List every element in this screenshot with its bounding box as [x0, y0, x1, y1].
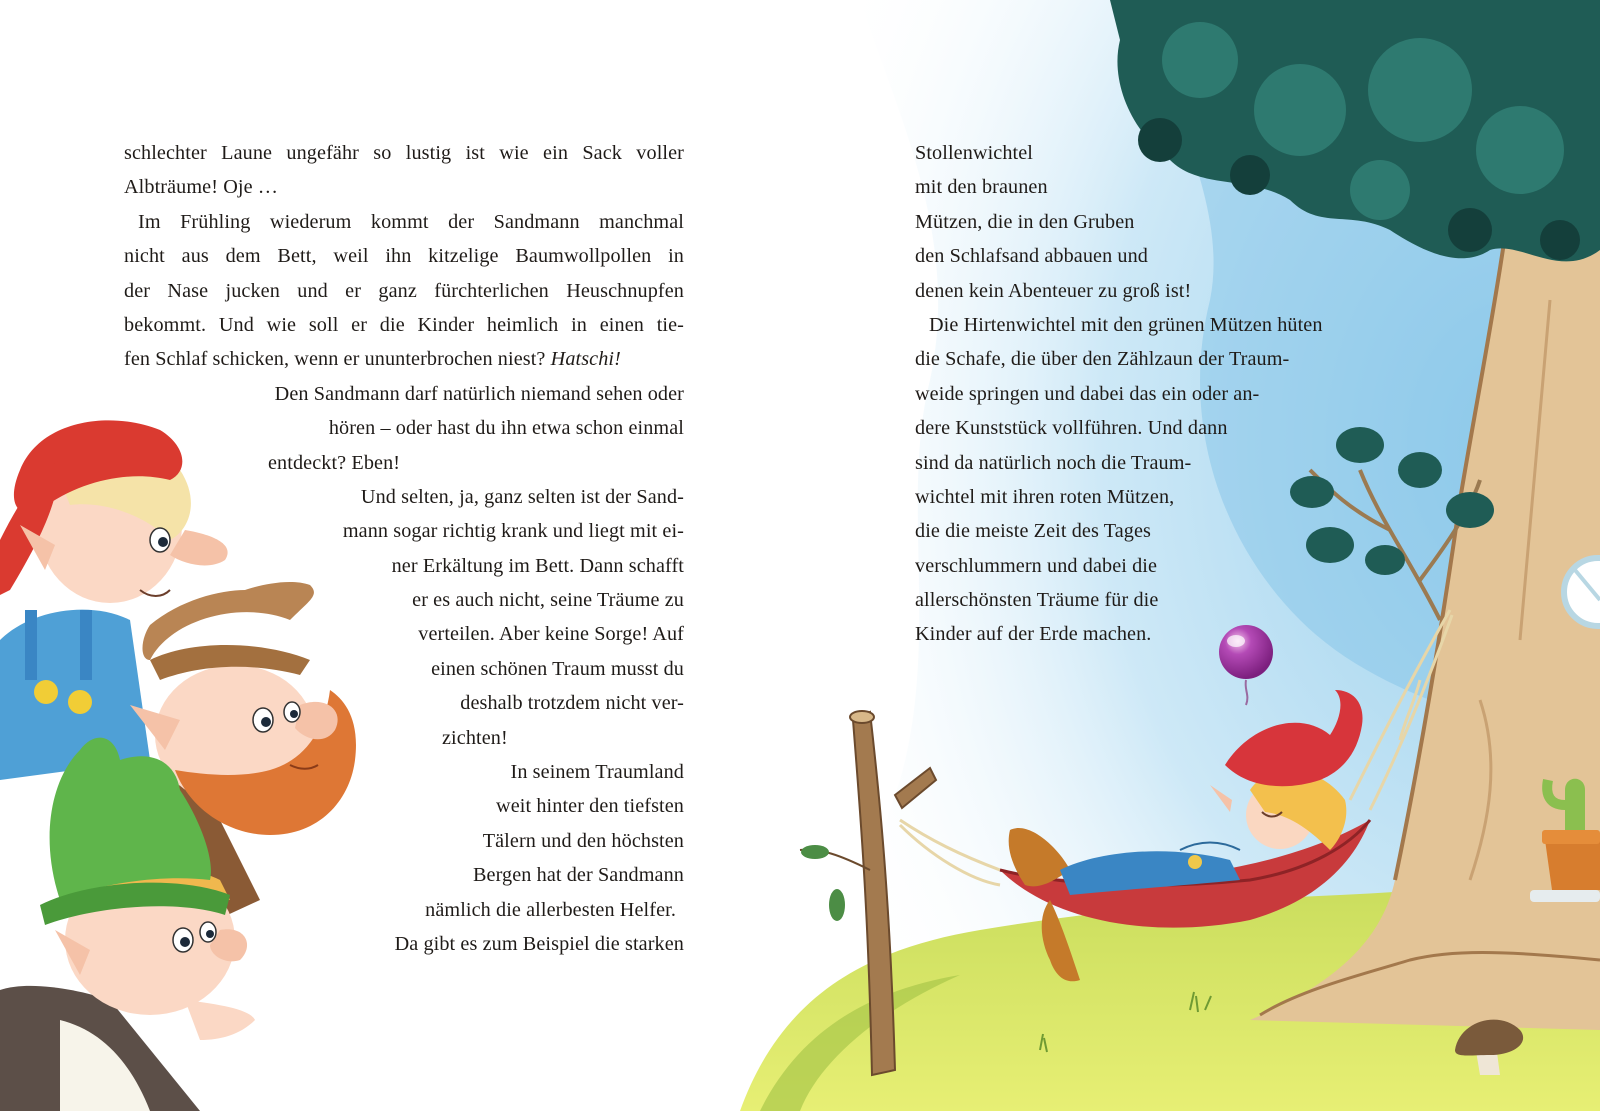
text-line: allerschönsten Träume für die	[915, 589, 1159, 612]
text-line: deshalb trotzdem nicht ver-	[460, 692, 684, 715]
text-line: Kinder auf der Erde machen.	[915, 623, 1152, 646]
text-line: mit den braunen	[915, 176, 1048, 199]
text-line: Im Frühling wiederum kommt der Sandmann manchmal	[138, 210, 684, 233]
text-line: wichtel mit ihren roten Mützen,	[915, 485, 1175, 508]
text-line: die die meiste Zeit des Tages	[915, 520, 1152, 543]
italic-word: Hatschi!	[550, 348, 621, 371]
text-line: nämlich die allerbesten Helfer.	[425, 898, 676, 921]
text-line: verteilen. Aber keine Sorge! Auf	[418, 623, 684, 646]
text-line: den Schlafsand abbauen und	[915, 245, 1149, 268]
right-page-text	[915, 136, 1395, 652]
text-line: dere Kunststück vollführen. Und dann	[915, 417, 1228, 440]
text-line: Albträume! Oje …	[124, 176, 279, 199]
text-line: Und selten, ja, ganz selten ist der Sand-	[360, 485, 684, 508]
text-line: der Nase jucken und er ganz fürchterlichen Heuschnupfen	[124, 279, 684, 302]
text-line: Tälern und den höchsten	[482, 829, 684, 852]
text-line: verschlummern und dabei die	[915, 554, 1158, 577]
text-line: Mützen, die in den Gruben	[915, 210, 1135, 233]
text-line: er es auch nicht, seine Träume zu	[412, 589, 684, 612]
text-line: entdeckt? Eben!	[268, 451, 401, 474]
text-line: bekommt. Und wie soll er die Kinder heimlich in einen tie-	[124, 313, 684, 336]
text-line: die Schafe, die über den Zählzaun der Traum-	[915, 348, 1290, 371]
text-line: Bergen hat der Sandmann	[472, 864, 684, 887]
text-line: Die Hirtenwichtel mit den grünen Mützen hüten	[929, 313, 1323, 336]
text-line: denen kein Abenteuer zu groß ist!	[915, 279, 1192, 302]
text-line: sind da natürlich noch die Traum-	[915, 451, 1192, 474]
text-line: In seinem Traumland	[510, 761, 684, 784]
text-line: Stollenwichtel	[915, 142, 1034, 164]
left-page-text	[124, 136, 684, 961]
text-line: ner Erkältung im Bett. Dann schafft	[391, 554, 684, 577]
text-line: weide springen und dabei das ein oder an-	[915, 382, 1260, 405]
text-line: schlechter Laune ungefähr so lustig ist wie ein Sack voller	[124, 142, 684, 164]
text-line: zichten!	[442, 726, 508, 749]
text-line-with-italic	[124, 342, 684, 376]
text-line: nicht aus dem Bett, weil ihn kitzelige Baumwollpollen in	[124, 245, 684, 268]
text-line: weit hinter den tiefsten	[496, 795, 684, 818]
text-line: mann sogar richtig krank und liegt mit ei-	[342, 520, 684, 543]
text-line: fen Schlaf schicken, wenn er ununterbrochen niest?	[124, 348, 551, 371]
text-line: Den Sandmann darf natürlich niemand sehen oder	[274, 382, 684, 405]
text-line: Da gibt es zum Beispiel die starken	[394, 932, 684, 955]
text-line: hören – oder hast du ihn etwa schon einmal	[328, 417, 684, 440]
text-line: einen schönen Traum musst du	[431, 657, 684, 680]
